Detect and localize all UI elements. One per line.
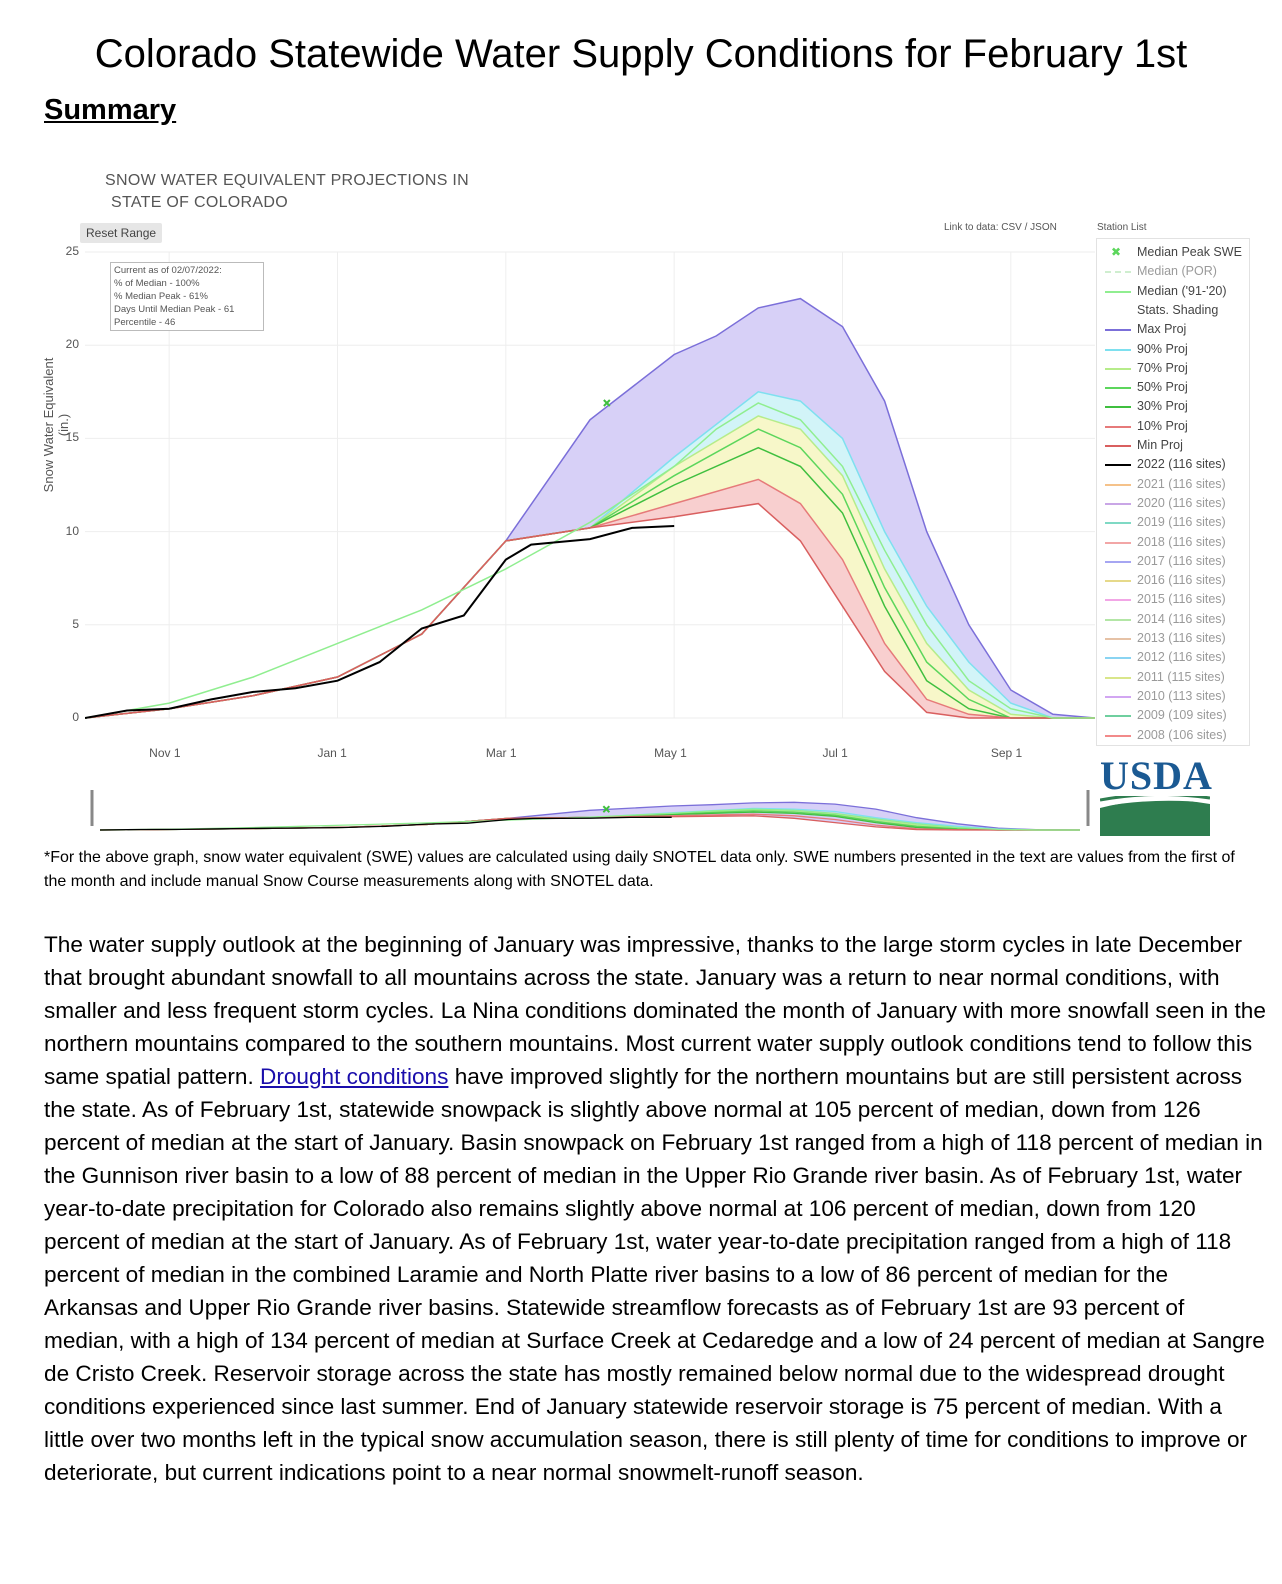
median-peak-marker xyxy=(604,400,610,406)
legend-swatch xyxy=(1105,619,1131,621)
legend-swatch xyxy=(1105,445,1131,447)
x-tick-label: May 1 xyxy=(654,746,687,760)
legend-label: 30% Proj xyxy=(1137,399,1188,414)
x-tick-label: Nov 1 xyxy=(149,746,181,760)
legend-label: 50% Proj xyxy=(1137,380,1188,395)
legend-swatch xyxy=(1105,464,1131,466)
legend-item[interactable] xyxy=(1097,397,1247,416)
legend-item[interactable] xyxy=(1097,262,1247,281)
info-line: % Median Peak - 61% xyxy=(114,291,208,302)
legend-swatch xyxy=(1105,349,1131,351)
legend-label: 2008 (106 sites) xyxy=(1137,727,1227,742)
chart-title-line1: SNOW WATER EQUIVALENT PROJECTIONS IN xyxy=(105,172,470,189)
legend-label: Min Proj xyxy=(1137,438,1183,452)
legend-swatch xyxy=(1105,406,1131,408)
legend-label: 2014 (116 sites) xyxy=(1137,611,1226,626)
legend-item[interactable] xyxy=(1097,320,1247,339)
data-link[interactable]: Link to data: CSV / JSON xyxy=(944,222,1057,233)
legend-item[interactable] xyxy=(1097,243,1247,262)
chart-title-line2: STATE OF COLORADO xyxy=(111,194,288,211)
x-tick-label: Mar 1 xyxy=(485,746,517,760)
legend-label: Max Proj xyxy=(1137,322,1187,337)
summary-paragraph xyxy=(44,928,1266,1489)
legend-label: 10% Proj xyxy=(1137,418,1188,433)
legend-swatch xyxy=(1105,715,1131,717)
legend-swatch xyxy=(1105,696,1131,698)
info-line: % of Median - 100% xyxy=(114,278,200,289)
y-tick-label: 15 xyxy=(65,430,79,445)
legend-label: 2019 (116 sites) xyxy=(1137,515,1226,530)
legend-item[interactable] xyxy=(1097,668,1247,687)
legend-swatch: ✖ xyxy=(1111,245,1122,259)
legend-label: 2009 (109 sites) xyxy=(1137,708,1227,723)
info-box xyxy=(110,262,264,331)
legend-item[interactable] xyxy=(1097,533,1247,552)
legend-item[interactable] xyxy=(1097,378,1247,397)
legend-item[interactable] xyxy=(1097,340,1247,359)
legend-item[interactable] xyxy=(1097,359,1247,378)
legend-label: 2010 (113 sites) xyxy=(1137,688,1226,703)
legend-swatch xyxy=(1105,368,1131,370)
legend-item[interactable] xyxy=(1097,455,1247,474)
legend-swatch xyxy=(1105,426,1131,428)
station-list-link[interactable]: Station List xyxy=(1097,222,1147,233)
legend-label: Stats. Shading xyxy=(1137,302,1219,317)
legend-swatch xyxy=(1105,580,1131,582)
legend-label: 2016 (116 sites) xyxy=(1137,573,1226,588)
legend-label: 2017 (116 sites) xyxy=(1137,553,1226,568)
usda-logo-text: USDA xyxy=(1100,753,1213,798)
legend-item[interactable] xyxy=(1097,648,1247,667)
drought-conditions-link[interactable]: Drought conditions xyxy=(260,1064,449,1089)
legend-item[interactable] xyxy=(1097,417,1247,436)
legend-label: 70% Proj xyxy=(1137,360,1188,375)
legend-item[interactable] xyxy=(1097,513,1247,532)
legend-swatch xyxy=(1105,677,1131,679)
x-tick-label: Jul 1 xyxy=(822,746,848,760)
y-axis-label: Snow Water Equivalent (in.) xyxy=(41,357,71,493)
legend-swatch xyxy=(1105,638,1131,640)
reset-range-button[interactable]: Reset Range xyxy=(80,223,162,243)
legend-label: 2022 (116 sites) xyxy=(1137,457,1226,472)
range-navigator[interactable] xyxy=(90,780,1090,836)
legend-item[interactable] xyxy=(1097,552,1247,571)
legend-item[interactable] xyxy=(1097,590,1247,609)
legend-item[interactable] xyxy=(1097,475,1247,494)
legend-swatch xyxy=(1105,542,1131,544)
legend-swatch xyxy=(1105,657,1131,659)
legend-item[interactable] xyxy=(1097,494,1247,513)
page-title: Colorado Statewide Water Supply Conditions for February 1st xyxy=(94,32,1188,76)
y-tick-label: 20 xyxy=(65,337,79,352)
legend-item[interactable] xyxy=(1097,706,1247,725)
legend-item[interactable] xyxy=(1097,629,1247,648)
legend-label: 2020 (116 sites) xyxy=(1137,495,1226,510)
legend-swatch xyxy=(1105,271,1131,273)
x-tick-label: Sep 1 xyxy=(990,746,1023,760)
usda-logo xyxy=(1100,753,1213,841)
y-tick-label: 5 xyxy=(72,616,79,631)
legend-swatch xyxy=(1105,503,1131,505)
legend-label: 2011 (115 sites) xyxy=(1137,669,1225,684)
legend-swatch xyxy=(1105,522,1131,524)
chart-footnote: *For the above graph, snow water equivalent (SWE) values are calculated using daily SNOTEL data only. SWE numbers presented in the text are values from the first of the month and include manual Snow Course measurements along with SNOTEL data. xyxy=(44,849,1235,890)
usda-logo-hills xyxy=(1100,796,1210,836)
legend-swatch xyxy=(1105,561,1131,563)
legend-item[interactable] xyxy=(1097,301,1247,320)
legend-label: 2018 (116 sites) xyxy=(1137,534,1226,549)
para-text-2: have improved slightly for the northern mountains but are still persistent across the state. As of February 1st, statewide snowpack is slightly above normal at 105 percent of median, down from 126 percent of median at the start of January. Basin snowpack on February 1st ranged from a high of 118 percent of median in the Gunnison river basin to a low of 88 percent of median in the Upper Rio Grande river basin. As of February 1st, water year-to-date precipitation for Colorado also remains slightly above normal at 106 percent of median, down from 120 percent of median at the start of January. As of February 1st, water year-to-date precipitation ranged from a high of 118 percent of median in the combined Laramie and North Platte river basins to a low of 86 percent of median for the Arkansas and Upper Rio Grande river basins. Statewide streamflow forecasts as of February 1st are 93 percent of median, with a high of 134 percent of median at Surface Creek at Cedaredge and a low of 24 percent of median at Sangre de Cristo Creek. Reservoir storage across the state has mostly remained below normal due to the widespread drought conditions experienced since last summer. End of January statewide reservoir storage is 75 percent of median. With a little over two months left in the typical snow accumulation season, there is still plenty of time for conditions to improve or deteriorate, but current indications point to a near normal snowmelt-runoff season. xyxy=(44,1064,1265,1485)
legend-item[interactable] xyxy=(1097,282,1247,301)
y-tick-label: 0 xyxy=(72,710,79,724)
legend-swatch xyxy=(1105,735,1131,737)
legend-item[interactable] xyxy=(1097,436,1247,455)
y-tick-label: 25 xyxy=(65,244,79,258)
y-tick-label: 10 xyxy=(65,523,79,538)
legend-item[interactable] xyxy=(1097,610,1247,629)
legend-swatch xyxy=(1105,329,1131,331)
info-line: Current as of 02/07/2022: xyxy=(114,265,222,276)
legend-swatch xyxy=(1105,291,1131,293)
x-tick-label: Jan 1 xyxy=(317,746,347,760)
legend-item[interactable] xyxy=(1097,571,1247,590)
legend-swatch xyxy=(1105,484,1131,486)
legend-swatch xyxy=(1105,599,1131,601)
summary-heading: Summary xyxy=(44,94,177,126)
legend-item[interactable] xyxy=(1097,726,1247,745)
series-line-2022-116-sites- xyxy=(85,526,674,718)
legend-label: 90% Proj xyxy=(1137,341,1188,356)
legend-label: 2015 (116 sites) xyxy=(1137,592,1226,607)
legend-label: 2012 (116 sites) xyxy=(1137,650,1226,665)
info-line: Percentile - 46 xyxy=(114,317,176,328)
legend-label: Median ('91-'20) xyxy=(1137,283,1227,298)
chart-legend xyxy=(1096,238,1250,746)
legend-swatch xyxy=(1105,387,1131,389)
para-text-1: The water supply outlook at the beginning of January was impressive, thanks to the large storm cycles in late December that brought abundant snowfall to all mountains across the state. January was a return to near normal conditions, with smaller and less frequent storm cycles. La Nina conditions dominated the month of January with more snowfall seen in the northern mountains compared to the southern mountains. Most current water supply outlook conditions tend to follow this same spatial pattern. xyxy=(44,932,1266,1089)
legend-label: 2021 (116 sites) xyxy=(1137,476,1226,491)
swe-chart xyxy=(40,150,1250,840)
legend-item[interactable] xyxy=(1097,687,1247,706)
legend-label: Median (POR) xyxy=(1137,264,1217,279)
info-line: Days Until Median Peak - 61 xyxy=(114,304,235,315)
legend-label: Median Peak SWE xyxy=(1137,245,1242,259)
legend-label: 2013 (116 sites) xyxy=(1137,631,1226,645)
